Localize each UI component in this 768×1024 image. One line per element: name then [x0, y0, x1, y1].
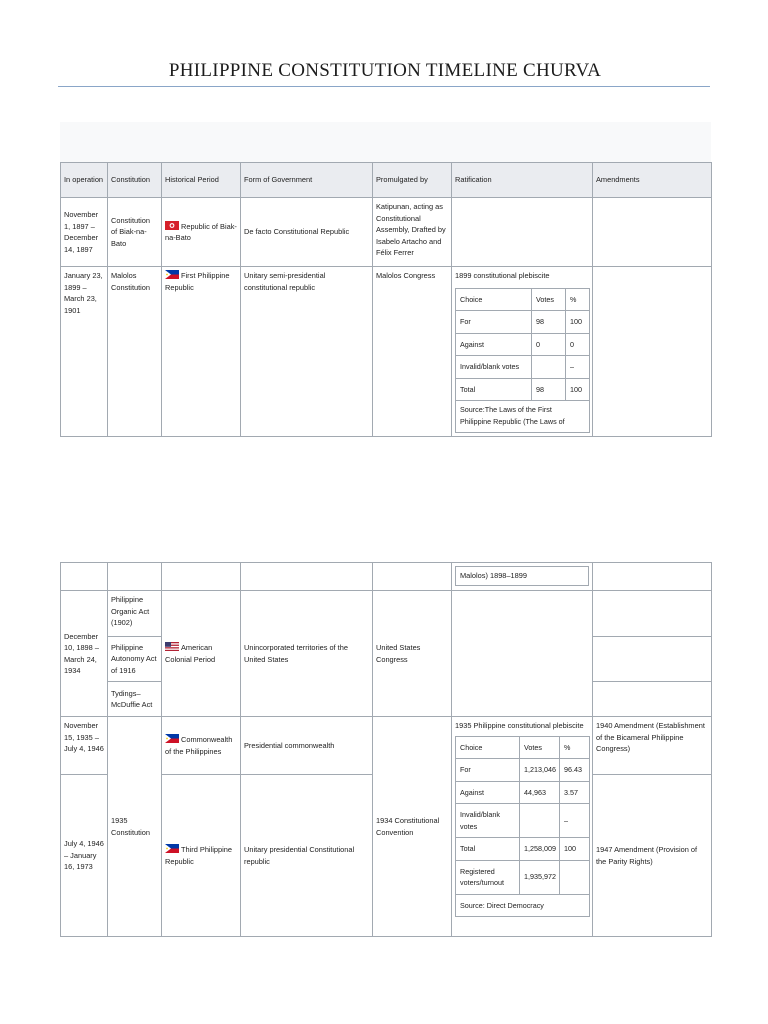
plebiscite-choice: Against — [456, 333, 532, 356]
plebiscite-choice: Invalid/blank votes — [456, 356, 532, 379]
header-in-operation: In operation — [61, 163, 108, 198]
plebiscite-votes: 1,935,972 — [520, 860, 560, 894]
cell-ratification — [452, 267, 593, 437]
philippine-flag-icon — [165, 844, 179, 853]
plebiscite-percent: 100 — [560, 838, 590, 861]
period-label: Third Philippine Republic — [165, 845, 232, 866]
philippine-flag-icon — [165, 270, 179, 279]
cell-amendments: 1947 Amendment (Provision of the Parity Rights) — [593, 775, 712, 937]
cell-ratification — [452, 717, 593, 937]
cell-in-operation: July 4, 1946 – January 16, 1973 — [61, 775, 108, 937]
cell-in-operation: December 10, 1898 – March 24, 1934 — [61, 591, 108, 717]
plebiscite-header-choice: Choice — [456, 736, 520, 759]
cell-in-operation: November 1, 1897 – December 14, 1897 — [61, 198, 108, 267]
plebiscite-percent: – — [566, 356, 590, 379]
cell-ratification — [452, 198, 593, 267]
cell-promulgated-by: Malolos Congress — [373, 267, 452, 437]
biak-na-bato-flag-icon — [165, 221, 179, 230]
plebiscite-choice: Invalid/blank votes — [456, 804, 520, 838]
table-row — [61, 563, 712, 591]
plebiscite-header-choice: Choice — [456, 288, 532, 311]
plebiscite-votes — [520, 804, 560, 838]
plebiscite-votes: 98 — [532, 378, 566, 401]
plebiscite-header-percent: % — [560, 736, 590, 759]
cell-form-of-government: Unitary semi-presidential constitutional republic — [241, 267, 373, 437]
title-divider — [58, 86, 710, 87]
table-caption — [60, 122, 711, 162]
ratification-title: 1935 Philippine constitutional plebiscite — [455, 721, 584, 730]
header-ratification: Ratification — [452, 163, 593, 198]
cell-form-of-government: Presidential commonwealth — [241, 717, 373, 775]
plebiscite-votes: 1,258,009 — [520, 838, 560, 861]
cell-promulgated-by: 1934 Constitutional Convention — [373, 717, 452, 937]
plebiscite-source: Source:The Laws of the First Philippine Republic (The Laws of — [456, 401, 590, 433]
table-row — [61, 717, 712, 775]
cell-constitution: Malolos Constitution — [108, 267, 162, 437]
cell-form-of-government: De facto Constitutional Republic — [241, 198, 373, 267]
plebiscite-choice: Against — [456, 781, 520, 804]
cell-amendments: 1940 Amendment (Establishment of the Bicameral Philippine Congress) — [593, 717, 712, 775]
plebiscite-percent: 0 — [566, 333, 590, 356]
cell-form-of-government: Unincorporated territories of the United States — [241, 591, 373, 717]
plebiscite-table — [455, 288, 590, 434]
ratification-title: 1899 constitutional plebiscite — [455, 271, 550, 280]
plebiscite-header-votes: Votes — [532, 288, 566, 311]
header-promulgated-by: Promulgated by — [373, 163, 452, 198]
cell-in-operation: November 15, 1935 – July 4, 1946 — [61, 717, 108, 775]
plebiscite-source: Source: Direct Democracy — [456, 894, 590, 917]
cell-constitution: 1935 Constitution — [108, 717, 162, 937]
header-constitution: Constitution — [108, 163, 162, 198]
plebiscite-source-continued: Malolos) 1898–1899 — [455, 566, 589, 586]
constitution-table-part-1 — [60, 162, 712, 437]
cell-historical-period — [162, 267, 241, 437]
philippine-flag-icon — [165, 734, 179, 743]
cell-promulgated-by: United States Congress — [373, 591, 452, 717]
period-label: First Philippine Republic — [165, 271, 230, 292]
plebiscite-percent: 96.43 — [560, 759, 590, 782]
cell-amendments — [593, 267, 712, 437]
plebiscite-percent: 100 — [566, 311, 590, 334]
header-row — [61, 163, 712, 198]
plebiscite-votes — [532, 356, 566, 379]
cell-historical-period — [162, 198, 241, 267]
header-amendments: Amendments — [593, 163, 712, 198]
plebiscite-header-percent: % — [566, 288, 590, 311]
period-label: American Colonial Period — [165, 643, 216, 664]
cell-constitution: Tydings–McDuffie Act — [108, 682, 162, 717]
cell-amendments — [593, 198, 712, 267]
header-form-of-government: Form of Government — [241, 163, 373, 198]
cell-historical-period — [162, 775, 241, 937]
plebiscite-votes: 98 — [532, 311, 566, 334]
cell-amendments — [593, 591, 712, 637]
plebiscite-choice: Total — [456, 838, 520, 861]
cell-constitution: Constitution of Biak-na-Bato — [108, 198, 162, 267]
plebiscite-percent: 3.57 — [560, 781, 590, 804]
cell-amendments — [593, 637, 712, 682]
plebiscite-choice: Total — [456, 378, 532, 401]
cell-ratification — [452, 591, 593, 717]
cell-constitution: Philippine Autonomy Act of 1916 — [108, 637, 162, 682]
cell-historical-period — [162, 591, 241, 717]
plebiscite-choice: Registered voters/turnout — [456, 860, 520, 894]
cell-form-of-government: Unitary presidential Constitutional republic — [241, 775, 373, 937]
cell-promulgated-by: Katipunan, acting as Constitutional Assembly, Drafted by Isabelo Artacho and Félix Ferrer — [373, 198, 452, 267]
plebiscite-percent: – — [560, 804, 590, 838]
header-historical-period: Historical Period — [162, 163, 241, 198]
plebiscite-choice: For — [456, 759, 520, 782]
cell-historical-period — [162, 717, 241, 775]
plebiscite-votes: 0 — [532, 333, 566, 356]
table-row — [61, 198, 712, 267]
cell-constitution: Philippine Organic Act (1902) — [108, 591, 162, 637]
cell-ratification — [452, 563, 593, 591]
page-title: PHILIPPINE CONSTITUTION TIMELINE CHURVA — [168, 60, 602, 81]
table-row — [61, 591, 712, 637]
us-flag-icon — [165, 642, 179, 651]
plebiscite-votes: 1,213,046 — [520, 759, 560, 782]
period-label: Republic of Biak-na-Bato — [165, 221, 237, 242]
plebiscite-choice: For — [456, 311, 532, 334]
cell-in-operation: January 23, 1899 – March 23, 1901 — [61, 267, 108, 437]
plebiscite-table — [455, 736, 590, 918]
plebiscite-percent: 100 — [566, 378, 590, 401]
plebiscite-votes: 44,963 — [520, 781, 560, 804]
cell-amendments — [593, 682, 712, 717]
plebiscite-percent — [560, 860, 590, 894]
table-row — [61, 267, 712, 437]
plebiscite-header-votes: Votes — [520, 736, 560, 759]
constitution-table-part-2 — [60, 562, 712, 937]
period-label: Commonwealth of the Philippines — [165, 735, 233, 756]
